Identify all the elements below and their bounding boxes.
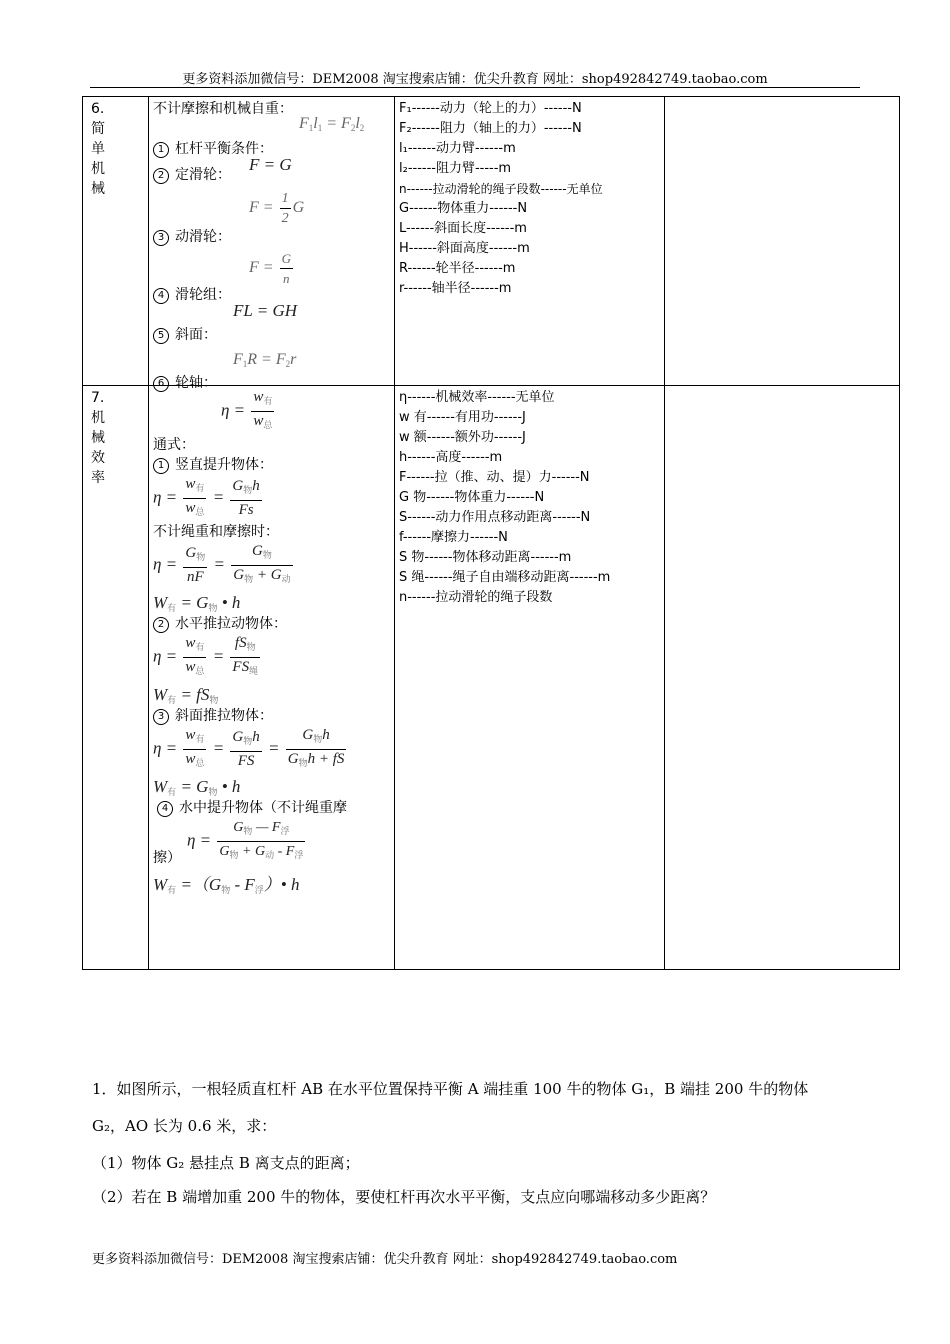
sec7-formula-cell	[149, 386, 395, 970]
sec6-var-8: H------斜面高度------m	[399, 241, 530, 256]
row-efficiency	[83, 386, 900, 970]
sec6-var-10: r------轴半径------m	[399, 281, 512, 296]
formula-vertical-lift: η = $\frac{w_有}{w_总}$ = $\frac{G_物h}{Fs}$	[153, 475, 390, 522]
row-simple-machines	[83, 97, 900, 386]
sec6-formula-cell	[149, 97, 395, 391]
sec7-name-4: 率	[91, 470, 105, 486]
sec6-name-1: 简	[91, 121, 105, 137]
question-part-1: （1）物体 G₂ 悬挂点 B 离支点的距离；	[92, 1154, 360, 1172]
sec6-var-2: F₂------阻力（轴上的力）------N	[399, 121, 582, 136]
sec7-general-label: 通式：	[153, 437, 195, 453]
formula-useful-work-2: $W_有 = fS_物$	[153, 685, 219, 705]
sec7-var-2: w 有------有用功------J	[399, 410, 526, 425]
sec6-item-3: 3 动滑轮：	[153, 227, 231, 247]
formula-incline: FL = GH	[233, 301, 298, 320]
sec7-case-4-cont: 擦）	[153, 850, 181, 866]
sec7-var-8: f------摩擦力------N	[399, 530, 508, 545]
formula-underwater: η = $\frac{G_物 — F_浮}{G_物 + G_动 - F_浮}$	[187, 818, 307, 865]
sec6-var-1: F₁------动力（轮上的力）------N	[399, 101, 582, 116]
formula-useful-work-3: $W_有 = G_物$ • h	[153, 777, 241, 797]
sec6-name-2: 单	[91, 141, 105, 157]
formula-pulley-block: F = $\frac{G}{n}$	[249, 251, 291, 286]
header-rule	[90, 87, 860, 88]
sec7-var-10: S 绳------绳子自由端移动距离------m	[399, 570, 611, 585]
sec6-var-5: n------拉动滑轮的绳子段数------无单位	[399, 182, 603, 196]
question-line-1: 1．如图所示，一根轻质直杠杆 AB 在水平位置保持平衡 A 端挂重 100 牛的物体 G₁，B 端挂 200 牛的物体	[92, 1080, 809, 1098]
sec7-case-3: 3 斜面推拉物体：	[153, 706, 390, 726]
formula-movable-pulley: F = $\frac{1}{2}$ G	[249, 191, 305, 226]
formula-wheel-axle: $F_1R = F_2r$	[233, 351, 297, 369]
formula-useful-work-4: $W_有 =(G_物$ - $F_浮)•$ h	[153, 875, 300, 895]
sec7-var-1: η------机械效率------无单位	[399, 390, 555, 405]
sec7-name-3: 效	[91, 450, 105, 466]
sec7-title-cell	[83, 386, 149, 970]
sec6-var-6: G------物体重力------N	[399, 201, 528, 216]
sec6-var-3: l₁------动力臂------m	[399, 141, 516, 156]
sec6-item-5: 5 斜面：	[153, 325, 217, 345]
sec7-var-6: G 物------物体重力------N	[399, 490, 545, 505]
sec6-item-6: 6 轮轴：	[153, 373, 217, 393]
sec6-item-2: 2 定滑轮：	[153, 165, 231, 185]
question-line-2: G₂，AO 长为 0.6 米，求：	[92, 1117, 277, 1135]
sec6-title-cell	[83, 97, 149, 386]
sec6-item-4: 4 滑轮组：	[153, 285, 231, 305]
sec7-var-5: F------拉（推、动、提）力------N	[399, 470, 590, 485]
sec7-no-friction: 不计绳重和摩擦时：	[153, 524, 279, 540]
sec7-var-4: h------高度------m	[399, 450, 503, 465]
sec6-item-1: 1 杠杆平衡条件：	[153, 139, 273, 159]
sec6-intro: 不计摩擦和机械自重：	[153, 101, 293, 117]
page-header: 更多资料添加微信号：DEM2008 淘宝搜索店铺：优尖升教育 网址：shop492842749.taobao.com	[182, 72, 768, 87]
sec7-var-3: w 额------额外功------J	[399, 430, 526, 445]
formula-fixed-pulley: F = G	[249, 155, 292, 174]
formula-efficiency-general: η = $\frac{w_有}{w_总}$	[153, 388, 390, 435]
formula-incline-efficiency: η = $\frac{w_有}{w_总}$ = $\frac{G_物h}{FS}$ = $\frac{G_物h}{G_物h + fS}$	[153, 726, 390, 773]
question-part-2: （2）若在 B 端增加重 200 牛的物体，要使杠杆再次水平平衡，支点应向哪端移动多少距离？	[92, 1188, 716, 1206]
sec7-vars-cell	[395, 386, 665, 970]
sec6-name-4: 械	[91, 181, 105, 197]
sec6-var-9: R------轮半径------m	[399, 261, 516, 276]
sec7-name-2: 械	[91, 430, 105, 446]
sec6-number: 6.	[91, 101, 105, 117]
sec7-case-2: 2 水平推拉动物体：	[153, 614, 390, 634]
formula-no-friction: η = $\frac{G_物}{nF}$ = $\frac{G_物}{G_物 + G_动}$	[153, 542, 390, 589]
sec7-var-7: S------动力作用点移动距离------N	[399, 510, 591, 525]
sec6-empty-cell	[665, 97, 900, 386]
page-footer: 更多资料添加微信号：DEM2008 淘宝搜索店铺：优尖升教育 网址：shop492842749.taobao.com	[92, 1252, 678, 1267]
sec6-var-4: l₂------阻力臂-----m	[399, 161, 512, 176]
sec7-var-11: n------拉动滑轮的绳子段数	[399, 590, 553, 605]
formula-horizontal: η = $\frac{w_有}{w_总}$ = $\frac{fS_物}{FS_绳}$	[153, 634, 390, 681]
sec7-empty-cell	[665, 386, 900, 970]
sec7-case-1: 1 竖直提升物体：	[153, 455, 390, 475]
sec7-case-4: 4 水中提升物体（不计绳重摩	[153, 798, 390, 818]
sec6-name-3: 机	[91, 161, 105, 177]
formula-table	[82, 96, 900, 970]
sec7-number: 7.	[91, 390, 105, 406]
sec7-var-9: S 物------物体移动距离------m	[399, 550, 572, 565]
sec6-vars-cell	[395, 97, 665, 386]
formula-useful-work-1: $W_有 = G_物$ • h	[153, 593, 241, 613]
sec7-name-1: 机	[91, 410, 105, 426]
sec6-var-7: L------斜面长度------m	[399, 221, 527, 236]
formula-lever: $F_1l_1 = F_2l_2$	[299, 115, 365, 133]
